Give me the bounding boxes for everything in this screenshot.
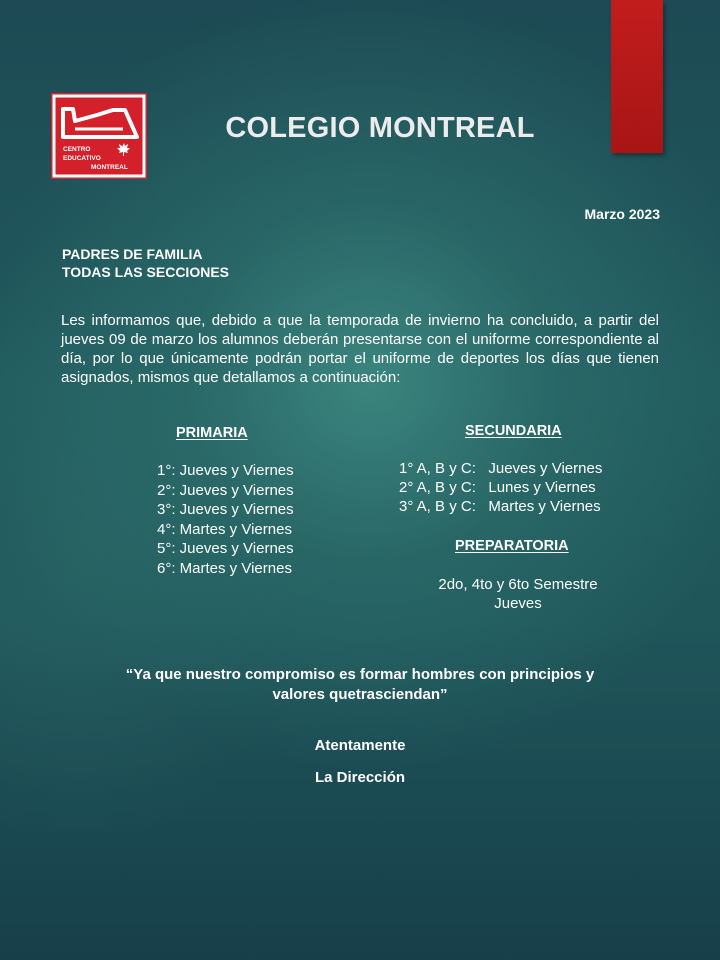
preparatoria-line1: 2do, 4to y 6to Semestre: [438, 576, 598, 593]
page-title: COLEGIO MONTREAL: [225, 112, 535, 144]
primaria-item: 4°: Martes y Viernes: [157, 520, 292, 538]
primaria-item: 2°: Jueves y Viernes: [157, 481, 294, 499]
secundaria-list: [399, 459, 602, 516]
primaria-item: 5°: Jueves y Viernes: [157, 540, 294, 557]
addressee: [62, 245, 229, 281]
notice-date: Marzo 2023: [584, 206, 660, 222]
closing-regards: Atentamente: [314, 737, 406, 754]
motto-quote: [90, 665, 630, 705]
secundaria-heading: SECUNDARIA: [465, 423, 562, 439]
primaria-item: 1°: Jueves y Viernes: [157, 462, 294, 479]
secundaria-item: 1° A, B y C: Jueves y Viernes: [399, 460, 603, 477]
logo-text-line1: CENTRO: [63, 146, 91, 153]
addressee-line1: PADRES DE FAMILIA: [62, 246, 203, 262]
primaria-item: 6°: Martes y Viernes: [157, 559, 292, 577]
secundaria-item: 3° A, B y C: Martes y Viernes: [399, 498, 601, 515]
logo-text-line2: EDUCATIVO: [63, 155, 101, 162]
primaria-list: [157, 461, 294, 578]
primaria-heading: PRIMARIA: [176, 425, 248, 441]
secundaria-item: 2° A, B y C: Lunes y Viernes: [399, 479, 596, 496]
logo-text-line3: MONTREAL: [91, 164, 128, 171]
school-logo: [51, 93, 147, 179]
red-accent-bar: [611, 0, 663, 153]
quote-line1: “Ya que nuestro compromiso es formar hombres con principios y: [125, 666, 595, 683]
quote-line2: valores quetrasciendan”: [272, 686, 448, 703]
addressee-line2: TODAS LAS SECCIONES: [62, 264, 229, 280]
primaria-item: 3°: Jueves y Viernes: [157, 501, 294, 518]
preparatoria-text: [408, 575, 628, 613]
notice-body: Les informamos que, debido a que la temporada de invierno ha concluido, a partir del jueves 09 de marzo los alumnos deberán presentarse con el uniforme correspondiente al día, por lo que únicamente podrán portar el uniforme de deportes los días que tienen asignados, mismos que detallamos a continuación:: [61, 312, 659, 386]
preparatoria-line2: Jueves: [494, 595, 542, 612]
preparatoria-heading: PREPARATORIA: [455, 538, 569, 554]
closing-signature: La Dirección: [314, 769, 406, 786]
